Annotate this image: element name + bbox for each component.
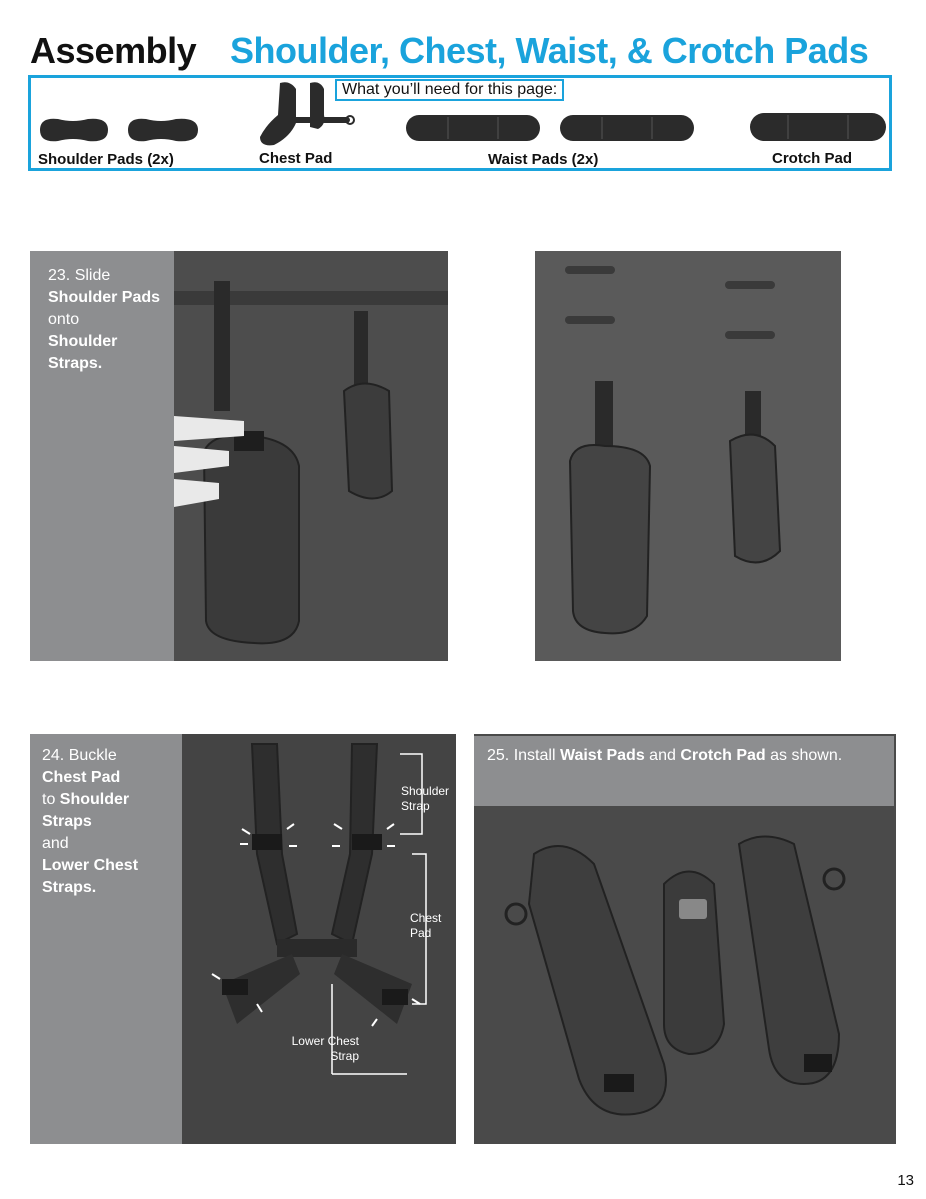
part-label-waist-pads: Waist Pads (2x) [488, 151, 599, 168]
step-23-result-photo [535, 251, 841, 661]
section-heading: Assembly [30, 30, 197, 71]
part-label-chest-pad: Chest Pad [259, 150, 333, 167]
parts-needed-label: What you’ll need for this page: [335, 79, 564, 101]
step-25-text: 25. Install Waist Pads and Crotch Pad as shown. [487, 747, 843, 764]
page-title: Shoulder, Chest, Waist, & Crotch Pads [230, 30, 869, 71]
annotation-shoulder-strap: Shoulder Strap [401, 784, 450, 813]
annotation-chest-pad: Chest Pad [410, 911, 442, 940]
shoulder-pad-illustration [40, 119, 198, 142]
waist-pad-illustration [406, 115, 694, 141]
part-label-crotch-pad: Crotch Pad [772, 150, 853, 167]
chest-pad-illustration [260, 82, 354, 145]
part-label-shoulder-pads: Shoulder Pads (2x) [38, 151, 174, 168]
step-23-text: 23. Slide Shoulder Pads onto Shoulder Straps. [48, 267, 161, 372]
annotation-lower-chest-strap: Lower Chest Strap [291, 1034, 359, 1063]
crotch-pad-illustration [750, 113, 886, 141]
step-24-text: 24. Buckle Chest Pad to Shoulder Straps and Lower Chest Straps. [42, 747, 139, 896]
step-23-photo [174, 251, 448, 661]
page-number: 13 [897, 1172, 914, 1189]
